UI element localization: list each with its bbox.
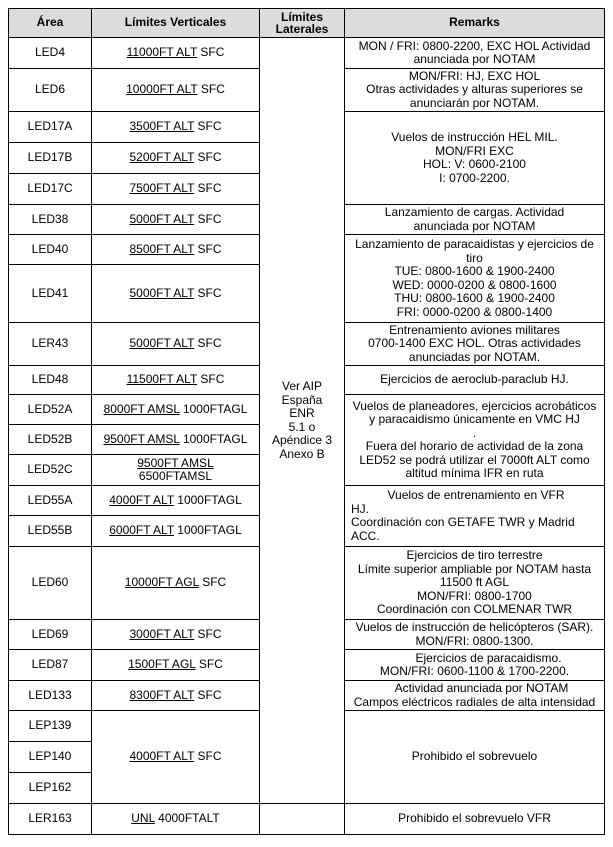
upper-limit: 8300FT ALT: [129, 687, 195, 702]
remarks-cell: [345, 366, 605, 395]
upper-limit: 7500FT ALT: [129, 181, 195, 196]
remark-line: Actividad anunciada por NOTAM: [394, 681, 569, 695]
vertical-cell: [92, 395, 260, 425]
remark-line: Vuelos de instrucción de helicópteros (SAR).: [355, 620, 594, 634]
remark-line: altitud mínima IFR en ruta: [405, 466, 544, 480]
remark-line: Ejercicios de paracaidismo.: [415, 650, 562, 665]
vertical-cell: [92, 455, 260, 486]
vertical-cell: [92, 804, 260, 835]
remarks-cell: [345, 547, 605, 620]
lower-limit: SFC: [197, 150, 222, 165]
remarks-cell: [345, 323, 605, 366]
area-cell: LED69: [9, 620, 92, 650]
lower-limit: SFC: [197, 119, 222, 134]
remark-line: .: [472, 425, 477, 440]
lower-limit: 1000FTAGL: [177, 523, 242, 538]
remark-line: tiro: [466, 250, 483, 265]
lower-limit: SFC: [200, 82, 225, 97]
remarks-cell: [345, 205, 605, 235]
lower-limit: SFC: [197, 749, 222, 764]
remarks-cell: [345, 395, 605, 486]
remark-line: THU: 0800-1600 & 1900-2400: [394, 291, 555, 305]
header-remarks: Remarks: [345, 9, 605, 38]
remarks-cell: [345, 681, 605, 711]
upper-limit: 10000FT ALT: [126, 82, 198, 97]
lateral-line: Anexo B: [279, 446, 325, 461]
table-row: [9, 804, 605, 835]
upper-limit: 11500FT ALT: [126, 372, 198, 387]
remarks-cell: [345, 69, 605, 112]
upper-limit: 3500FT ALT: [129, 119, 195, 134]
vertical-cell: [92, 112, 260, 143]
upper-limit: 9500FT AMSL: [103, 431, 180, 446]
lower-limit: 1000FTAGL: [177, 492, 242, 507]
remark-line: TUE: 0800-1600 & 1900-2400: [394, 264, 555, 278]
area-cell: LEP140: [9, 742, 92, 773]
remark-line: Vuelos de instrucción HEL MIL.: [391, 130, 558, 144]
lateral-line: España: [281, 392, 323, 407]
remark-line: MON/FRI: HJ, EXC HOL: [408, 68, 541, 83]
vertical-cell: [92, 650, 260, 681]
header-lateral: Límites Laterales: [260, 9, 345, 38]
remark-line: anunciada por NOTAM: [413, 52, 536, 66]
remark-line: MON/FRI: 0800-1300.: [415, 633, 534, 648]
remarks-cell: [345, 711, 605, 804]
lateral-line: ENR: [289, 406, 315, 420]
upper-limit: 5000FT ALT: [129, 211, 195, 226]
area-cell: LER43: [9, 323, 92, 366]
lower-limit: SFC: [197, 626, 222, 641]
remark-line: Lanzamiento de paracaidistas y ejercicios de: [355, 237, 594, 251]
upper-limit: 10000FT AGL: [124, 575, 199, 590]
remark-line: anunciada por NOTAM: [413, 218, 536, 233]
remark-line: Entrenamiento aviones militares: [389, 322, 560, 337]
vertical-cell: [92, 711, 260, 804]
remark-line: HOL: V: 0600-2100: [423, 157, 526, 171]
lower-limit: SFC: [197, 241, 222, 256]
vertical-cell: [92, 323, 260, 366]
remark-line: MON/FRI EXC: [435, 143, 514, 158]
remark-line: Prohibido el sobrevuelo VFR: [398, 811, 551, 826]
remark-line: ACC.: [351, 528, 380, 543]
lower-limit: 4000FTALT: [158, 811, 220, 826]
remark-line: Límite superior ampliable por NOTAM hasta: [357, 561, 592, 576]
area-cell: LED55A: [9, 486, 92, 516]
remarks-cell: [345, 650, 605, 681]
remarks-cell: [345, 112, 605, 205]
header-vertical: Límites Verticales: [92, 9, 260, 38]
lower-limit: SFC: [197, 285, 222, 300]
vertical-cell: [92, 265, 260, 323]
upper-limit: 6000FT ALT: [109, 523, 174, 538]
lower-limit: SFC: [202, 575, 227, 590]
upper-limit: 9500FT AMSL: [137, 455, 214, 470]
area-cell: LED40: [9, 235, 92, 265]
lateral-line: Apéndice 3: [271, 433, 333, 447]
remark-line: MON/FRI: 0800-1700: [417, 588, 532, 603]
area-cell: LED52C: [9, 455, 92, 486]
remark-line: Prohibido el sobrevuelo: [411, 749, 538, 764]
vertical-cell: [92, 174, 260, 205]
upper-limit: UNL: [131, 811, 155, 826]
remark-line: y paracaidismo únicamente en VMC HJ: [369, 412, 580, 426]
vertical-cell: [92, 620, 260, 650]
remarks-cell: [345, 620, 605, 650]
lower-limit: SFC: [200, 45, 225, 60]
lower-limit: SFC: [197, 211, 222, 226]
remark-line: Vuelos de planeadores, ejercicios acrobáticos: [352, 398, 597, 413]
upper-limit: 3000FT ALT: [129, 626, 195, 641]
remark-line: Vuelos de entrenamiento en VFR: [387, 488, 565, 502]
lower-limit: SFC: [200, 372, 225, 387]
remark-line: Otras actividades y alturas superiores se: [366, 82, 583, 97]
table-row: [9, 38, 605, 69]
area-cell: LED133: [9, 681, 92, 711]
airspace-table: [8, 8, 605, 835]
remark-line: Fuera del horario de actividad de la zona: [365, 439, 584, 453]
upper-limit: 4000FT ALT: [109, 492, 174, 507]
lower-limit: SFC: [197, 181, 222, 196]
remark-line: I: 0700-2200.: [439, 170, 510, 185]
remark-line: MON / FRI: 0800-2200, EXC HOL Actividad: [358, 38, 591, 53]
remark-line: LED52 se podrá utilizar el 7000ft ALT como: [359, 452, 590, 467]
lower-limit: SFC: [198, 657, 223, 672]
area-cell: LED6: [9, 69, 92, 112]
remark-line: Coordinación con GETAFE TWR y Madrid: [351, 515, 575, 529]
lower-limit: 1000FTAGL: [182, 401, 248, 416]
area-cell: LED52B: [9, 425, 92, 455]
vertical-cell: [92, 366, 260, 395]
vertical-cell: [92, 516, 260, 547]
upper-limit: 8500FT ALT: [129, 241, 195, 256]
remark-line: MON/FRI: 0600-1100 & 1700-2200.: [379, 664, 570, 678]
vertical-cell: [92, 143, 260, 174]
lateral-line: 5.1 o: [288, 419, 316, 434]
upper-limit: 4000FT ALT: [129, 749, 195, 764]
remark-line: Campos eléctricos radiales de alta intensidad: [353, 694, 596, 709]
lateral-cell-empty: [260, 804, 345, 835]
area-cell: LER163: [9, 804, 92, 835]
remark-line: HJ.: [351, 501, 369, 516]
lower-limit: SFC: [197, 336, 222, 351]
remark-line: Lanzamiento de cargas. Actividad: [384, 205, 565, 219]
remarks-cell: [345, 486, 605, 547]
lateral-cell: [260, 38, 345, 804]
lower-limit: 6500FTAMSL: [138, 469, 213, 483]
area-cell: LED60: [9, 547, 92, 620]
vertical-cell: [92, 69, 260, 112]
area-cell: LED17C: [9, 174, 92, 205]
area-cell: LED17B: [9, 143, 92, 174]
remarks-cell: [345, 235, 605, 323]
upper-limit: 8000FT AMSL: [103, 401, 180, 416]
vertical-cell: [92, 235, 260, 265]
remarks-cell: [345, 804, 605, 835]
header-area: Área: [9, 9, 92, 38]
remarks-cell: [345, 38, 605, 69]
upper-limit: 5000FT ALT: [129, 285, 195, 300]
remark-line: Ejercicios de tiro terrestre: [406, 548, 543, 563]
area-cell: LED41: [9, 265, 92, 323]
vertical-cell: [92, 547, 260, 620]
lateral-line: Ver AIP: [281, 379, 323, 393]
remark-line: Ejercicios de aeroclub-paraclub HJ.: [380, 372, 569, 387]
area-cell: LED38: [9, 205, 92, 235]
upper-limit: 11000FT ALT: [126, 45, 198, 60]
area-cell: LED52A: [9, 395, 92, 425]
remark-line: WED: 0000-0200 & 0800-1600: [392, 277, 557, 292]
lower-limit: 1000FTAGL: [182, 431, 248, 446]
remark-line: FRI: 0000-0200 & 0800-1400: [396, 304, 553, 319]
remark-line: 11500 ft AGL: [439, 575, 510, 590]
header-row: [9, 9, 605, 38]
vertical-cell: [92, 681, 260, 711]
area-cell: LEP162: [9, 773, 92, 804]
remark-line: 0700-1400 EXC HOL. Otras actividades: [368, 336, 581, 351]
area-cell: LED48: [9, 366, 92, 395]
lower-limit: SFC: [197, 687, 222, 702]
remark-line: Coordinación con COLMENAR TWR: [376, 602, 573, 617]
upper-limit: 1500FT AGL: [128, 657, 196, 672]
area-cell: LED55B: [9, 516, 92, 547]
remark-line: anunciadas por NOTAM.: [408, 349, 541, 364]
area-cell: LED4: [9, 38, 92, 69]
area-cell: LED17A: [9, 112, 92, 143]
upper-limit: 5000FT ALT: [129, 336, 195, 351]
vertical-cell: [92, 38, 260, 69]
upper-limit: 5200FT ALT: [129, 150, 195, 165]
vertical-cell: [92, 486, 260, 516]
vertical-cell: [92, 205, 260, 235]
vertical-cell: [92, 425, 260, 455]
area-cell: LEP139: [9, 711, 92, 742]
area-cell: LED87: [9, 650, 92, 681]
remark-line: anunciarán por NOTAM.: [409, 95, 540, 110]
